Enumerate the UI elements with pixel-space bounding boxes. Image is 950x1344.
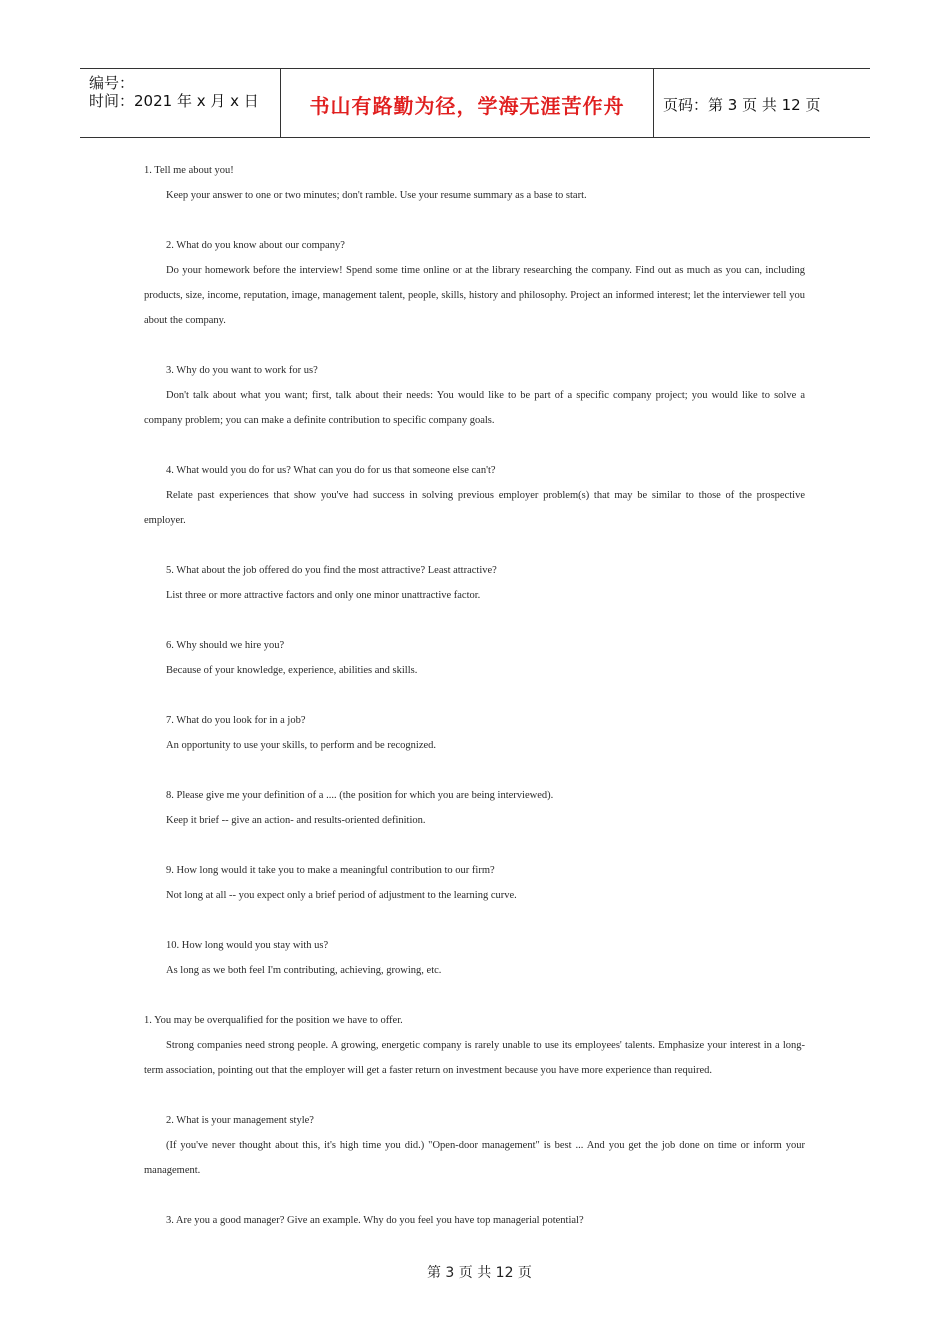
paragraph: Don't talk about what you want; first, talk about their needs: You would like to be part of a specific company project; you would like to solve a company problem; you can make a definite contribution to specific company goals. (144, 390, 805, 426)
paragraph-spacer (144, 983, 805, 1008)
paragraph: 7. What do you look for in a job? (166, 715, 306, 726)
paragraph-spacer (144, 833, 805, 858)
paragraph: Keep it brief -- give an action- and results-oriented definition. (166, 815, 426, 826)
paragraph: 3. Are you a good manager? Give an example. Why do you feel you have top managerial potential? (166, 1215, 584, 1226)
paragraph: 1. You may be overqualified for the position we have to offer. (144, 1015, 403, 1026)
paragraph-spacer (144, 1083, 805, 1108)
paragraph: As long as we both feel I'm contributing, achieving, growing, etc. (166, 965, 442, 976)
document-number-label: 编号： (89, 74, 135, 92)
paragraph-spacer (144, 333, 805, 358)
header-page-info: 页码：第 3 页 共 12 页 (663, 96, 821, 114)
header-right-cell (654, 69, 870, 137)
footer-page-number: 第 3 页 共 12 页 (426, 1265, 532, 1281)
paragraph-spacer (144, 758, 805, 783)
paragraph: 5. What about the job offered do you find the most attractive? Least attractive? (166, 565, 497, 576)
paragraph-spacer (144, 608, 805, 633)
paragraph: Not long at all -- you expect only a brief period of adjustment to the learning curve. (166, 890, 517, 901)
page-header (80, 68, 870, 138)
paragraph: List three or more attractive factors and only one minor unattractive factor. (166, 590, 481, 601)
paragraph: 4. What would you do for us? What can you do for us that someone else can't? (166, 465, 496, 476)
paragraph: 6. Why should we hire you? (166, 640, 285, 651)
paragraph-spacer (144, 683, 805, 708)
paragraph: 2. What do you know about our company? (166, 240, 345, 251)
paragraph: 3. Why do you want to work for us? (166, 365, 318, 376)
paragraph-spacer (144, 533, 805, 558)
paragraph-spacer (144, 1183, 805, 1208)
paragraph: An opportunity to use your skills, to perform and be recognized. (166, 740, 437, 751)
page-footer (0, 1246, 950, 1282)
paragraph-spacer (144, 433, 805, 458)
document-date-label: 时间：2021 年 x 月 x 日 (89, 92, 259, 110)
paragraph: 9. How long would it take you to make a meaningful contribution to our firm? (166, 865, 495, 876)
paragraph-spacer (144, 208, 805, 233)
paragraph: (If you've never thought about this, it's high time you did.) "Open-door management" is best ... And you get the job done on time or inform your management. (144, 1140, 805, 1176)
header-left-cell (80, 69, 281, 137)
paragraph: 8. Please give me your definition of a .... (the position for which you are being interviewed). (166, 790, 554, 801)
paragraph-spacer (144, 908, 805, 933)
paragraph: Because of your knowledge, experience, abilities and skills. (166, 665, 418, 676)
paragraph: 1. Tell me about you! (144, 165, 234, 176)
paragraph: Relate past experiences that show you've had success in solving previous employer problem(s) that may be similar to those of the prospective employer. (144, 490, 805, 526)
paragraph: Do your homework before the interview! Spend some time online or at the library researching the company. Find out as much as you can, including products, size, income, reputation, image, management talent, people, skills, history and philosophy. Project an informed interest; let the interviewer tell you about the company. (144, 265, 805, 326)
paragraph: 10. How long would you stay with us? (166, 940, 329, 951)
paragraph: Strong companies need strong people. A growing, energetic company is rarely unable to use its employees' talents. Emphasize your interest in a long-term association, pointing out that the employer will get a faster return on investment because you have more experience than required. (144, 1040, 805, 1076)
paragraph: Keep your answer to one or two minutes; don't ramble. Use your resume summary as a base to start. (166, 190, 587, 201)
paragraph: 2. What is your management style? (166, 1115, 314, 1126)
header-middle-cell (281, 69, 654, 137)
header-motto: 书山有路勤为径，学海无涯苦作舟 (309, 94, 625, 118)
document-body (144, 158, 805, 1233)
